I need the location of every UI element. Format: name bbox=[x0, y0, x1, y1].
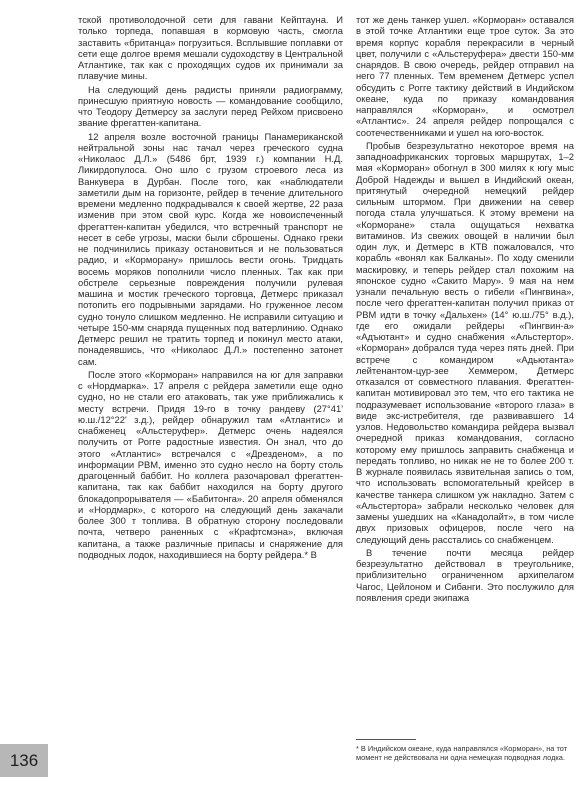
paragraph: В течение почти месяца рейдер безрезультатно действовал в треугольнике, приблизительно ограниченном архипелагом Чагос, Цейлоном и Сибанги. Это послужило для появления среди экипажа bbox=[356, 546, 574, 603]
paragraph: тской противолодочной сети для гавани Кейптауна. И только торпеда, попавшая в кормовую часть, смогла заставить «британца» погрузиться. Всплывшие поплавки от сети еще долгое время мешали судоходству в Центральной Атлантике, так как с проходящих судов их принимали за плавучие мины. bbox=[78, 14, 343, 82]
paragraph: После этого «Корморан» направился на юг для заправки с «Нордмарка». 17 апреля с рейдера заметили еще одно судно, но не стали его атаковать, так уже приближались к месту встречи. Придя 19-го в точку рандеву (27°41' ю.ш./12°22' з.д.), рейдер обнаружил там «Атлантис» и снабженец «Альстеруфер». Детмерс очень надеялся получить от Рогге радостные известия. Он знал, что до этого «Атлантис» встречался с «Дрезденом», а по информации РВМ, именно это судно несло на борту столь драгоценный баббит. Но коллега разочаровал фрегаттен-капитана, так как баббит находился на борту другого блокадопрорывателя — «Бабитонга». 20 апреля обменялся и «Нордмарк», с которого на следующий день закачали более 300 т топлива. В обратную сторону последовали почта, четверо раненных с «Крафтсмэна», включая капитана, а также различные припасы и снаряжение для подводных лодок, находившиеся на борту рейдера.* В bbox=[78, 368, 343, 560]
paragraph: На следующий день радисты приняли радиограмму, принесшую приятную новость — командование сообщило, что Теодору Детмерсу за заслуги перед Рейхом присвоено звание фрегаттен-капитана. bbox=[78, 83, 343, 129]
paragraph: 12 апреля возле восточной границы Панамериканской нейтральной зоны нас тачал через греческого судна «Николаос Д.Л.» (5486 брт, 1939 г.) компании Н.Д. Ликирдопулоса. Оно шло с грузом строевого леса из Ванкувера в Дурбан. После того, как «наблюдатели заметили дым на горизонте, рейдер в течение длительного времени медленно подкрадывался к своей жертве, 22 раза изменив при этом свой курс. Когда же новоиспеченный фрегаттен-капитан убедился, что встречный транспорт не несет в себе угрозы, маски были сброшены. Однако греки не подчинились приказу остановиться и не пользоваться радио, и «Корморану» пришлось вести огонь. Тридцать восемь моряков пополнили число пленных. Так как при обстреле серьезные повреждения получили рулевая машина и мостик греческого торговца, Детмерс приказал потопить его подрывными зарядами. Но груженное лесом судно тонуло слишком медленно. Не исправили ситуацию и четыре 150-мм снаряда пущенных под ватерлинию. Однако Детмерс решил не тратить торпед и покинул место атаки, понадеявшись, что «Николаос Д.Л.» постепенно затонет сам. bbox=[78, 130, 343, 367]
footnote-divider bbox=[356, 739, 416, 740]
left-text-column bbox=[78, 14, 343, 560]
paragraph: тот же день танкер ушел. «Корморан» оставался в этой точке Атлантики еще трое суток. За это время корпус корабля перекрасили в черный цвет, получили с «Альстеруфера» двести 150-мм снарядов. В свою очередь, рейдер отправил на него 77 пленных. Тем временем Детмерс успел обсудить с Рогге тактику действий в Индийском океане, куда по приказу командования направлялся «Корморан», и осмотрел «Атлантис». 24 апреля рейдер попрощался с соотечественниками и ушел на юго-восток. bbox=[356, 14, 574, 138]
right-text-column bbox=[356, 14, 574, 603]
footnote: * В Индийском океане, куда направлялся «Корморан», на тот момент не действовала ни одна немецкая подводная лодка. bbox=[356, 744, 568, 762]
paragraph: Пробыв безрезультатно некоторое время на западноафриканских торговых маршрутах, 1–2 мая «Корморан» обогнул в 300 милях к югу мыс Доброй Надежды и вышел в Индийский океан, притянутый очередной немецкий рейдер сильным штормом. При движении на север погода стала улучшаться. К этому времени на «Корморане» стала ощущаться нехватка витаминов. Из свежих овощей в наличии был один лук, и Детмерс в КТВ пожаловался, что корабль «вонял как Балканы». По ходу сменили маскировку, и теперь рейдер стал похожим на японское судно «Сакито Мару». 9 мая на нем узнали печальную весть о гибели «Пингвина», после чего фрегаттен-капитан получил приказ от РВМ идти в точку «Дальхен» (14° ю.ш./75° в.д.), где его ожидали рейдеры «Пингвин-а» «Адъютант» и судно снабжения «Альстертор». «Корморан» добрался туда через пять дней. При встрече с командиром «Адьютанта» лейтенантом-цур-зее Хеммером, Детмерс отказался от совместного плавания. Фрегаттен-капитан мотивировал это тем, что его тактика не подразумевает использование «второго глаза» в виде экс-истребителя, где развивавшего 14 узлов. Недовольство командира рейдера вызвал очередной приказ командования, согласно которому ему пришлось заправить снабженца и передать топливо, но никак не не то более 200 т. В журнале появилась язвительная запись о том, что использовать вспомогательный крейсер в качестве танкера слишком уж накладно. Затем с «Альстертора» забрали несколько человек для замены ушедших на «Канадолайт», в том числе двух призовых офицеров, после чего на следующий день расстались со снабженцем. bbox=[356, 139, 574, 545]
page-number: 136 bbox=[9, 751, 39, 770]
